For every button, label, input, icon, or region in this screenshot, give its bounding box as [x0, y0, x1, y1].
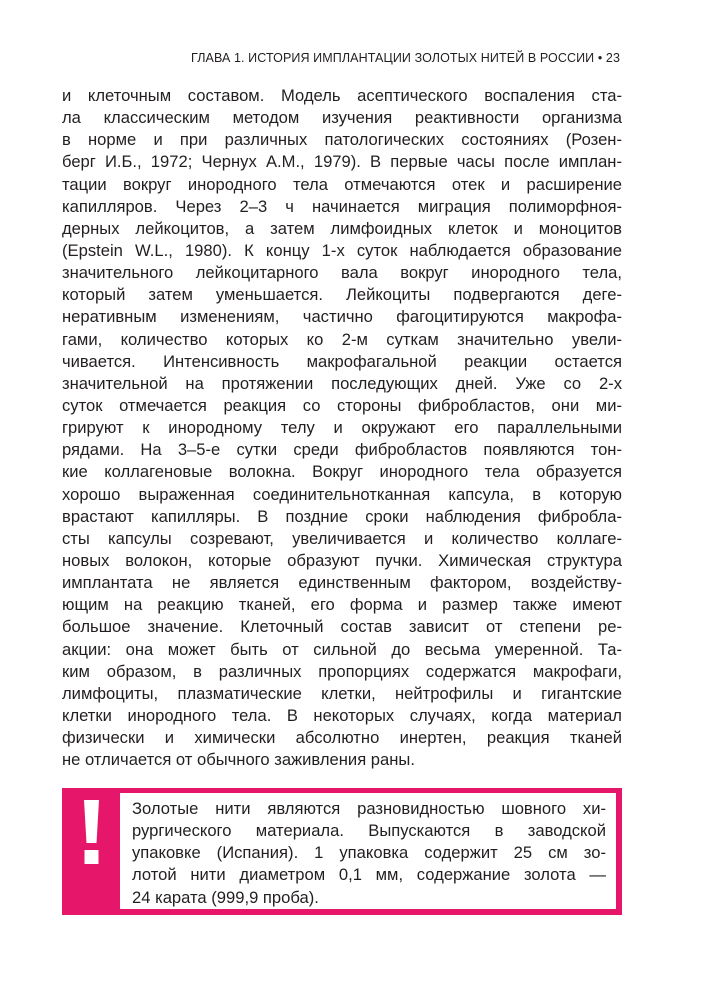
callout-line: рургического материала. Выпускаются в заводской [132, 821, 606, 841]
text-line: кие коллагеновые волокна. Вокруг инородного тела образуется [62, 462, 622, 482]
text-line: который затем уменьшается. Лейкоциты подвергаются деге- [62, 285, 622, 305]
text-line: неративным изменениям, частично фагоцитируются макрофа- [62, 307, 622, 327]
text-line: ющим на реакцию тканей, его форма и размер также имеют [62, 595, 622, 615]
text-line: берг И.Б., 1972; Чернух А.М., 1979). В первые часы после имплан- [62, 152, 622, 172]
text-line: рядами. На 3–5-е сутки среди фибробластов появляются тон- [62, 440, 622, 460]
text-line: в норме и при различных патологических состояниях (Розен- [62, 130, 622, 150]
body-text [62, 85, 622, 771]
callout-line: лотой нити диаметром 0,1 мм, содержание золота — [132, 865, 606, 885]
text-line: сты капсулы созревают, увеличивается и количество коллаге- [62, 528, 622, 548]
text-line: и клеточным составом. Модель асептического воспаления ста- [62, 86, 622, 105]
text-line: тации вокруг инородного тела отмечаются отек и расширение [62, 174, 622, 194]
text-line: ла классическим методом изучения реактивности организма [62, 108, 622, 128]
text-line: акции: она может быть от сильной до весьма умеренной. Та- [62, 639, 622, 659]
text-line: суток отмечается реакция со стороны фибробластов, они ми- [62, 395, 622, 415]
text-line: большое значение. Клеточный состав зависит от степени ре- [62, 617, 622, 637]
text-line: физически и химически абсолютно инертен, реакция тканей [62, 728, 622, 748]
text-line: лимфоциты, плазматические клетки, нейтрофилы и гигантские [62, 683, 622, 703]
text-line: клетки инородного тела. В некоторых случаях, когда материал [62, 705, 622, 725]
text-line: гами, количество которых ко 2-м суткам значительно увели- [62, 329, 622, 349]
callout-line: упаковке (Испания). 1 упаковка содержит 25 см зо- [132, 843, 606, 863]
text-line: значительной на протяжении последующих дней. Уже со 2-х [62, 373, 622, 393]
text-line: новых волокон, которые образуют пучки. Химическая структура [62, 550, 622, 570]
text-line: хорошо выраженная соединительнотканная капсула, в которую [62, 484, 622, 504]
text-line: имплантата не является единственным фактором, воздейству- [62, 573, 622, 593]
callout-line: 24 карата (999,9 проба). [132, 887, 319, 907]
callout-box [62, 788, 622, 915]
exclamation-icon [62, 788, 120, 915]
text-line: ким образом, в различных пропорциях содержатся макрофаги, [62, 661, 622, 681]
callout-line: Золотые нити являются разновидностью шовного хи- [132, 799, 606, 818]
running-header: ГЛАВА 1. ИСТОРИЯ ИМПЛАНТАЦИИ ЗОЛОТЫХ НИТЕЙ В РОССИИ • 23 [191, 51, 620, 65]
text-line: капилляров. Через 2–3 ч начинается миграция полиморфноя- [62, 196, 622, 216]
text-line: грируют к инородному телу и окружают его параллельными [62, 418, 622, 438]
text-line: значительного лейкоцитарного вала вокруг инородного тела, [62, 263, 622, 283]
text-line: чивается. Интенсивность макрофагальной реакции остается [62, 351, 622, 371]
text-line: дерных лейкоцитов, а затем лимфоидных клеток и моноцитов [62, 218, 622, 238]
text-line: врастают капилляры. В поздние сроки наблюдения фибробла- [62, 506, 622, 526]
text-line: (Epstein W.L., 1980). К концу 1-х суток наблюдается образование [62, 240, 622, 260]
callout-text [120, 793, 616, 909]
text-line: не отличается от обычного заживления раны. [62, 750, 415, 770]
